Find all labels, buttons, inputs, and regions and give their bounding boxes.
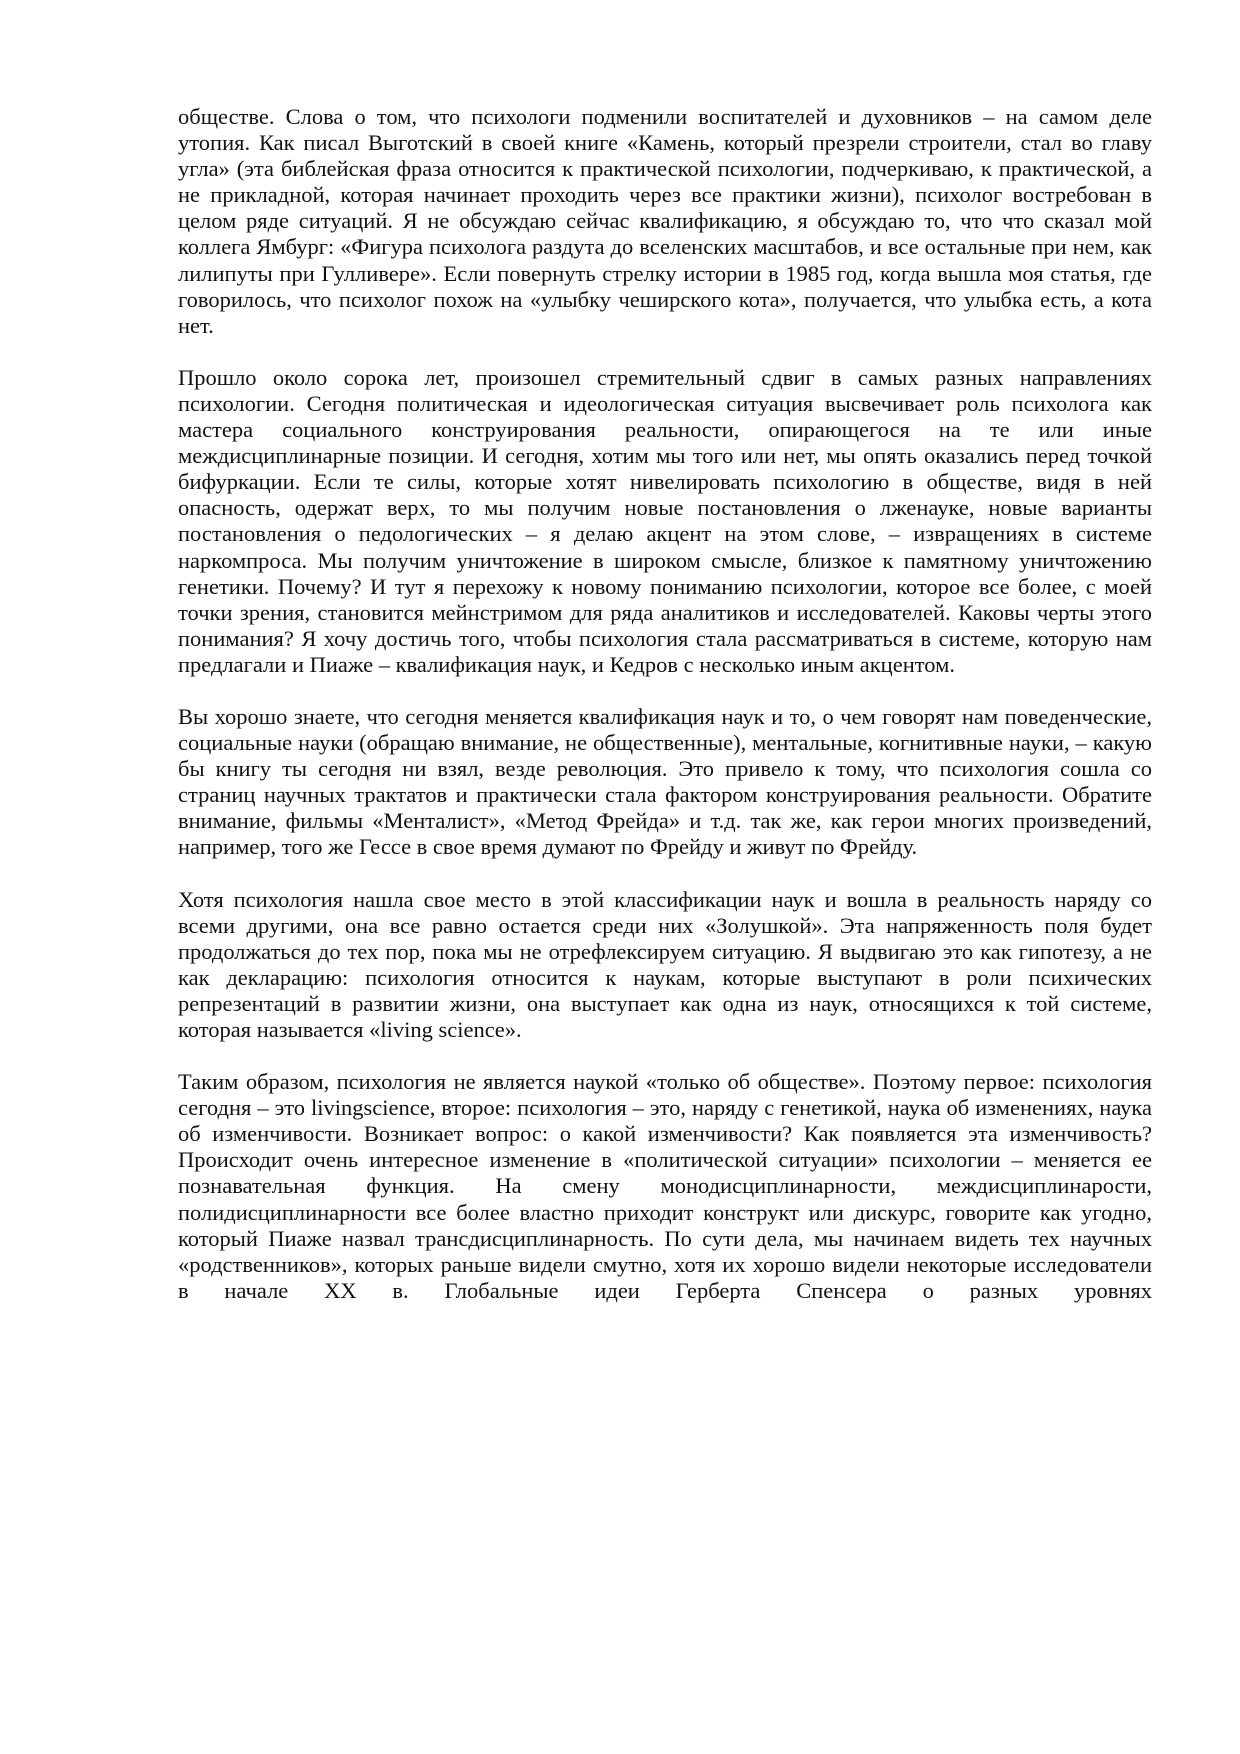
paragraph-5: Таким образом, психология не является наукой «только об обществе». Поэтому первое: психология сегодня – это livingscience, второе: психология – это, наряду с генетикой, наука об изменениях, наука об изменчивости. Возникает вопрос: о какой изменчивости? Как появляется эта изменчивость? Происходит очень интересное изменение в «политической ситуации» психологии – меняется ее познавательная функция. На смену монодисциплинарности, междисциплинарости, полидисциплинарности все более властно приходит конструкт или дискурс, говорите как угодно, который Пиаже назвал трансдисциплинарность. По сути дела, мы начинаем видеть тех научных «родственников», которых раньше видели смутно, хотя их хорошо видели некоторые исследователи в начале XX в. Глобальные идеи Герберта Спенсера о разных уровнях	[178, 1069, 1152, 1303]
body-text	[178, 104, 1152, 1304]
paragraph-2: Прошло около сорока лет, произошел стремительный сдвиг в самых разных направлениях психологии. Сегодня политическая и идеологическая ситуация высвечивает роль психолога как мастера социального конструирования реальности, опирающегося на те или иные междисциплинарные позиции. И сегодня, хотим мы того или нет, мы опять оказались перед точкой бифуркации. Если те силы, которые хотят нивелировать психологию в обществе, видя в ней опасность, одержат верх, то мы получим новые постановления о лженауке, новые варианты постановления о педологических – я делаю акцент на этом слове, – извращениях в системе наркомпроса. Мы получим уничтожение в широком смысле, близкое к памятному уничтожению генетики. Почему? И тут я перехожу к новому пониманию психологии, которое все более, с моей точки зрения, становится мейнстримом для ряда аналитиков и исследователей. Каковы черты этого понимания? Я хочу достичь того, чтобы психология стала рассматриваться в системе, которую нам предлагали и Пиаже – квалификация наук, и Кедров с несколько иным акцентом.	[178, 364, 1152, 677]
paragraph-4: Хотя психология нашла свое место в этой классификации наук и вошла в реальность наряду со всеми другими, она все равно остается среди них «Золушкой». Эта напряженность поля будет продолжаться до тех пор, пока мы не отрефлексируем ситуацию. Я выдвигаю это как гипотезу, а не как декларацию: психология относится к наукам, которые выступают в роли психических репрезентаций в развитии жизни, она выступает как одна из наук, относящихся к той системе, которая называется «living science».	[178, 886, 1152, 1042]
paragraph-1: обществе. Слова о том, что психологи подменили воспитателей и духовников – на самом деле утопия. Как писал Выготский в своей книге «Камень, который презрели строители, стал во главу угла» (эта библейская фраза относится к практической психологии, подчеркиваю, к практической, а не прикладной, которая начинает проходить через все практики жизни), психолог востребован в целом ряде ситуаций. Я не обсуждаю сейчас квалификацию, я обсуждаю то, что что сказал мой коллега Ямбург: «Фигура психолога раздута до вселенских масштабов, и все остальные при нем, как лилипуты при Гулливере». Если повернуть стрелку истории в 1985 год, когда вышла моя статья, где говорилось, что психолог похож на «улыбку чеширского кота», получается, что улыбка есть, а кота нет.	[178, 104, 1152, 338]
paragraph-3: Вы хорошо знаете, что сегодня меняется квалификация наук и то, о чем говорят нам поведенческие, социальные науки (обращаю внимание, не общественные), ментальные, когнитивные науки, – какую бы книгу ты сегодня ни взял, везде революция. Это привело к тому, что психология сошла со страниц научных трактатов и практически стала фактором конструирования реальности. Обратите внимание, фильмы «Менталист», «Метод Фрейда» и т.д. так же, как герои многих произведений, например, того же Гессе в свое время думают по Фрейду и живут по Фрейду.	[178, 703, 1152, 860]
